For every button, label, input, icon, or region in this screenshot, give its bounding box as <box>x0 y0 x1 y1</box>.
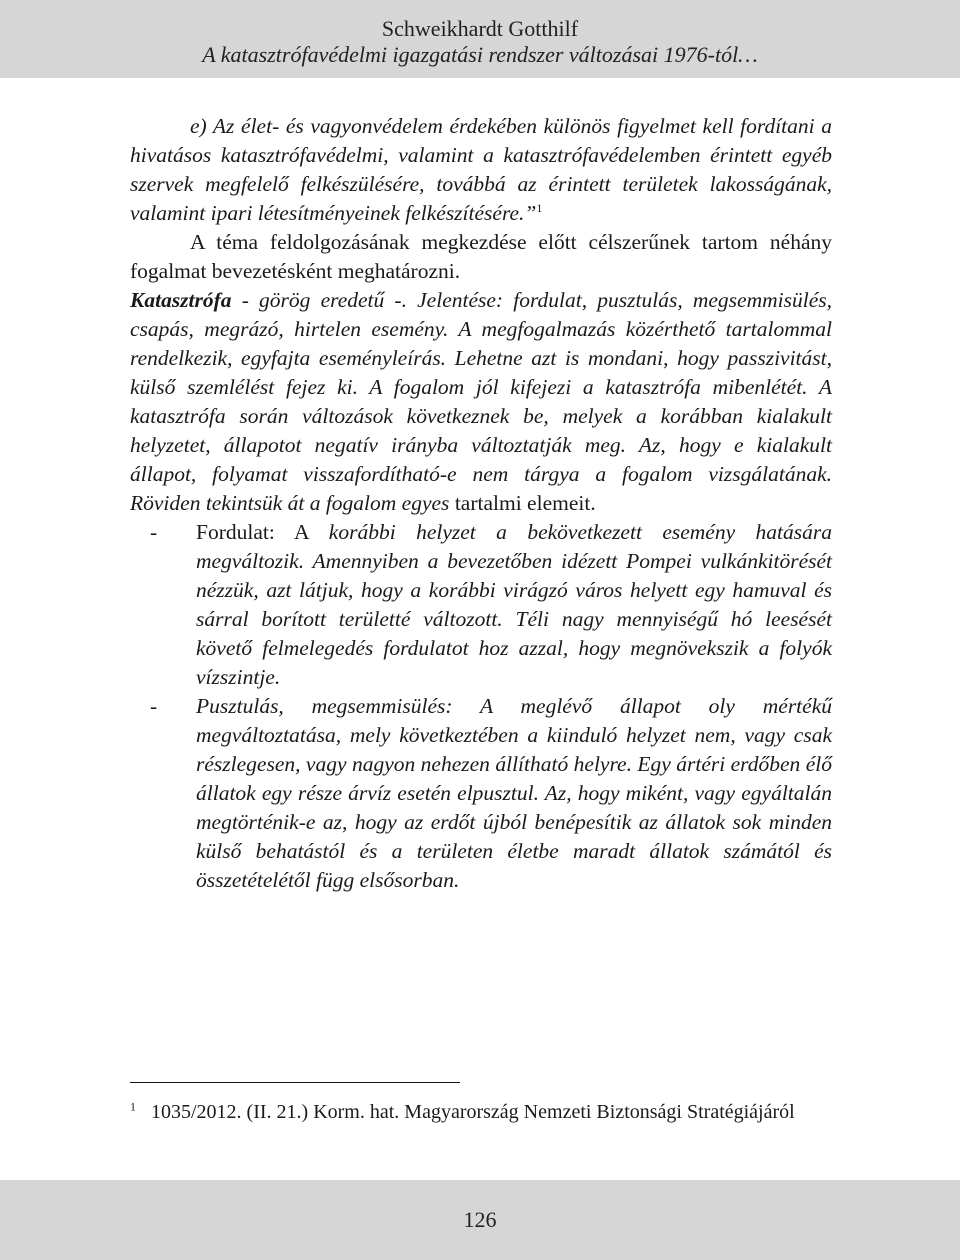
bullet-dash: - <box>150 520 158 544</box>
footnote-reference[interactable]: 1 <box>536 200 543 215</box>
page-header <box>0 0 960 78</box>
footnote-divider <box>130 1082 460 1083</box>
list-item <box>130 692 832 895</box>
header-author: Schweikhardt Gotthilf <box>381 16 579 41</box>
footnote <box>130 1099 832 1126</box>
intro-paragraph: A téma feldolgozásának megkezdése előtt célszerűnek tartom néhány fogalmat bevezetésként meghatározni. <box>130 230 832 283</box>
footnote-text: 1035/2012. (II. 21.) Korm. hat. Magyarország Nemzeti Biztonsági Stratégiájáról <box>151 1101 795 1123</box>
quote-paragraph <box>130 112 832 228</box>
list-item <box>130 518 832 692</box>
page-number: 126 <box>463 1207 497 1232</box>
footnote-number: 1 <box>130 1099 136 1114</box>
page-footer <box>0 1180 960 1260</box>
header-title: A katasztrófavédelmi igazgatási rendszer változásai 1976-tól… <box>202 42 758 67</box>
bullet-text: korábbi helyzet a bekövetkezett esemény hatására megváltozik. Amennyiben a bevezetőben idézett Pompei vulkánkitörését nézzük, azt látjuk, hogy a korábbi virágzó város helyett egy hamuval és sárral borított területté változott. Téli nagy mennyiségű hó leesését követő felmelegedés fordulatot hoz azzal, hogy megnövekszik a folyók vízszintje. <box>196 520 832 689</box>
definition-text: - görög eredetű -. Jelentése: fordulat, pusztulás, megsemmisülés, csapás, megrázó, hirtelen esemény. A megfogalmazás közérthető tartalommal rendelkezik, egyfajta eseményleírás. Lehetne azt is mondani, hogy passzivitást, külső szemlélést fejez ki. A fogalom jól kifejezi a katasztrófa mibenlétét. A katasztrófa során változások következnek be, melyek a korábban kialakult helyzetet, állapotot negatív irányba változtatják meg. Az, hogy e kialakult állapot, folyamat visszafordítható-e nem tárgya a fogalom vizsgálatának. Röviden tekintsük át a fogalom egyes <box>130 288 832 515</box>
defined-term: Katasztrófa <box>130 288 232 312</box>
bullet-text: Pusztulás, megsemmisülés: A meglévő állapot oly mértékű megváltoztatása, mely következtében a kiinduló helyzet nem, vagy csak részlegesen, vagy nagyon nehezen állítható helyre. Egy ártéri erdőben élő állatok egy része árvíz esetén elpusztul. Az, hogy miként, vagy egyáltalán megtörténik-e az, hogy az erdőt újból benépesítik az állatok sok minden külső behatástól és a területen életbe maradt állatok számától és összetételétől függ elsősorban. <box>196 694 832 892</box>
main-text <box>130 112 832 895</box>
bullet-dash: - <box>150 694 158 718</box>
quote-text: e) Az élet- és vagyonvédelem érdekében különös figyelmet kell fordítani a hivatásos katasztrófavédelmi, valamint a katasztrófavédelemben érintett egyéb szervek megfelelő felkészülésére, továbbá az érintett területek lakosságának, valamint ipari létesítményeinek felkészítésére.” <box>130 114 832 225</box>
definition-paragraph <box>130 286 832 518</box>
bullet-lead: Fordulat: A <box>196 520 329 544</box>
definition-tail: tartalmi elemeit. <box>454 491 596 515</box>
